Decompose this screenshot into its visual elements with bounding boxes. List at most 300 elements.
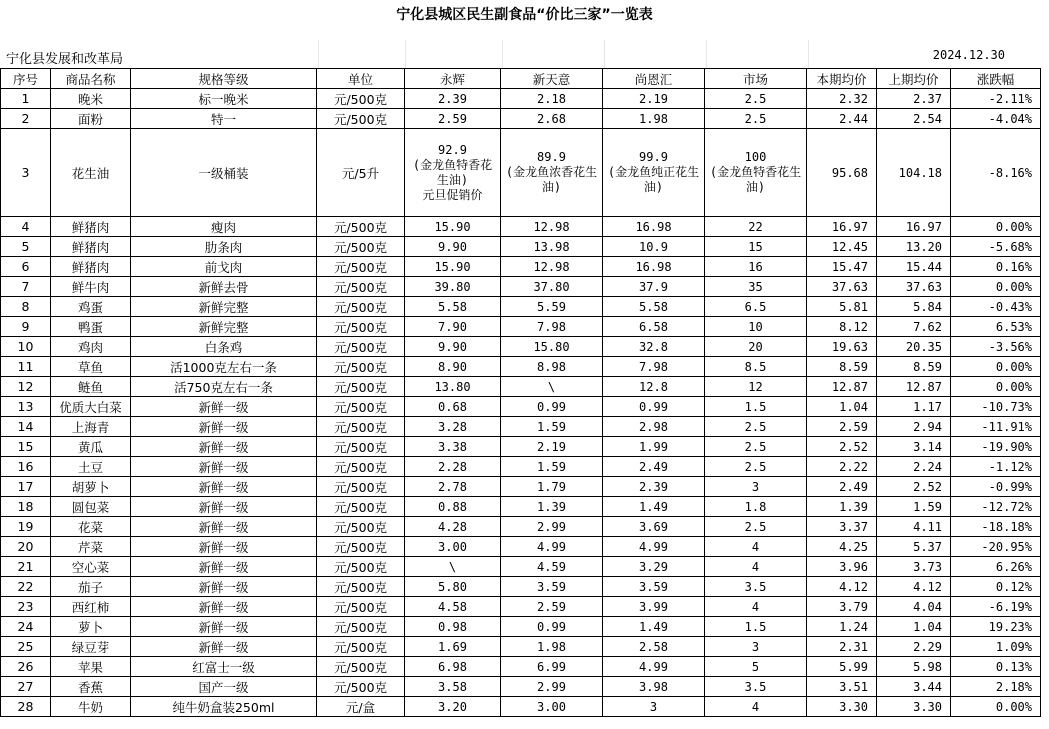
header-shangenhui: 尚恩汇: [603, 69, 705, 89]
cell-xintianyi: \: [501, 377, 603, 397]
table-header-row: [1, 69, 1041, 89]
cell-unit: 元/500克: [317, 257, 405, 277]
cell-avg-previous: 12.87: [877, 377, 951, 397]
cell-name: 优质大白菜: [51, 397, 131, 417]
cell-unit: 元/500克: [317, 377, 405, 397]
cell-spec: 标一晚米: [131, 89, 317, 109]
cell-change: 0.00%: [951, 697, 1041, 717]
cell-market: 15: [705, 237, 807, 257]
cell-xintianyi: 4.59: [501, 557, 603, 577]
cell-avg-previous: 1.17: [877, 397, 951, 417]
table-row: [1, 617, 1041, 637]
cell-yonghui: 9.90: [405, 237, 501, 257]
cell-avg-current: 5.99: [807, 657, 877, 677]
cell-market: 16: [705, 257, 807, 277]
cell-change: -1.12%: [951, 457, 1041, 477]
cell-avg-current: 12.87: [807, 377, 877, 397]
cell-seq: 23: [1, 597, 51, 617]
cell-avg-current: 37.63: [807, 277, 877, 297]
cell-name: 空心菜: [51, 557, 131, 577]
cell-avg-current: 2.22: [807, 457, 877, 477]
cell-change: 6.26%: [951, 557, 1041, 577]
cell-market: 10: [705, 317, 807, 337]
cell-xintianyi: 3.00: [501, 697, 603, 717]
table-row: [1, 397, 1041, 417]
cell-unit: 元/5升: [317, 129, 405, 217]
cell-market: 12: [705, 377, 807, 397]
table-body: [1, 89, 1041, 717]
cell-change: -0.43%: [951, 297, 1041, 317]
cell-xintianyi: 2.68: [501, 109, 603, 129]
cell-change: -6.19%: [951, 597, 1041, 617]
cell-market: 35: [705, 277, 807, 297]
cell-shangenhui: 2.49: [603, 457, 705, 477]
cell-shangenhui: 16.98: [603, 217, 705, 237]
cell-unit: 元/500克: [317, 109, 405, 129]
header-change: 涨跌幅: [951, 69, 1041, 89]
cell-unit: 元/盒: [317, 697, 405, 717]
cell-market: 1.5: [705, 397, 807, 417]
cell-avg-current: 19.63: [807, 337, 877, 357]
cell-xintianyi: 1.59: [501, 417, 603, 437]
cell-name: 晚米: [51, 89, 131, 109]
cell-name: 绿豆芽: [51, 637, 131, 657]
header-xintianyi: 新天意: [501, 69, 603, 89]
cell-change: -0.99%: [951, 477, 1041, 497]
cell-market: 4: [705, 557, 807, 577]
cell-seq: 5: [1, 237, 51, 257]
cell-yonghui: 3.28: [405, 417, 501, 437]
cell-spec: 活750克左右一条: [131, 377, 317, 397]
cell-change: -20.95%: [951, 537, 1041, 557]
cell-yonghui: 2.28: [405, 457, 501, 477]
cell-xintianyi: 37.80: [501, 277, 603, 297]
cell-seq: 11: [1, 357, 51, 377]
cell-xintianyi: 0.99: [501, 397, 603, 417]
cell-seq: 20: [1, 537, 51, 557]
cell-avg-current: 2.31: [807, 637, 877, 657]
cell-spec: 瘦肉: [131, 217, 317, 237]
table-row: [1, 457, 1041, 477]
cell-spec: 新鲜一级: [131, 517, 317, 537]
cell-unit: 元/500克: [317, 497, 405, 517]
cell-xintianyi: 2.59: [501, 597, 603, 617]
cell-change: 6.53%: [951, 317, 1041, 337]
cell-shangenhui: 12.8: [603, 377, 705, 397]
cell-market: 3.5: [705, 677, 807, 697]
cell-market: 1.5: [705, 617, 807, 637]
cell-avg-current: 2.59: [807, 417, 877, 437]
cell-avg-previous: 2.24: [877, 457, 951, 477]
cell-avg-current: 3.37: [807, 517, 877, 537]
cell-name: 鲢鱼: [51, 377, 131, 397]
cell-shangenhui: 16.98: [603, 257, 705, 277]
cell-seq: 14: [1, 417, 51, 437]
cell-shangenhui: 10.9: [603, 237, 705, 257]
cell-unit: 元/500克: [317, 597, 405, 617]
cell-avg-current: 2.32: [807, 89, 877, 109]
cell-avg-current: 1.04: [807, 397, 877, 417]
table-row: [1, 89, 1041, 109]
cell-yonghui: 3.58: [405, 677, 501, 697]
cell-seq: 10: [1, 337, 51, 357]
cell-seq: 7: [1, 277, 51, 297]
cell-name: 萝卜: [51, 617, 131, 637]
cell-avg-previous: 2.29: [877, 637, 951, 657]
cell-xintianyi: 2.18: [501, 89, 603, 109]
header-avg-previous: 上期均价: [877, 69, 951, 89]
cell-spec: 新鲜一级: [131, 397, 317, 417]
table-row: [1, 297, 1041, 317]
cell-change: -19.90%: [951, 437, 1041, 457]
cell-change: -8.16%: [951, 129, 1041, 217]
cell-change: 0.00%: [951, 217, 1041, 237]
cell-seq: 18: [1, 497, 51, 517]
cell-name: 胡萝卜: [51, 477, 131, 497]
cell-unit: 元/500克: [317, 217, 405, 237]
cell-spec: 新鲜一级: [131, 597, 317, 617]
cell-spec: 新鲜一级: [131, 577, 317, 597]
cell-xintianyi: 8.98: [501, 357, 603, 377]
header-seq: 序号: [1, 69, 51, 89]
cell-seq: 28: [1, 697, 51, 717]
cell-market: 3: [705, 477, 807, 497]
header-spec: 规格等级: [131, 69, 317, 89]
cell-market: 100 (金龙鱼特香花生油): [705, 129, 807, 217]
cell-name: 圆包菜: [51, 497, 131, 517]
cell-seq: 12: [1, 377, 51, 397]
cell-name: 芹菜: [51, 537, 131, 557]
cell-shangenhui: 2.39: [603, 477, 705, 497]
cell-avg-current: 3.51: [807, 677, 877, 697]
cell-spec: 新鲜完整: [131, 297, 317, 317]
agency-name: 宁化县发展和改革局: [6, 52, 124, 67]
cell-shangenhui: 0.99: [603, 397, 705, 417]
cell-avg-previous: 2.52: [877, 477, 951, 497]
cell-avg-previous: 15.44: [877, 257, 951, 277]
cell-name: 花生油: [51, 129, 131, 217]
cell-spec: 新鲜一级: [131, 617, 317, 637]
cell-yonghui: 13.80: [405, 377, 501, 397]
table-row: [1, 497, 1041, 517]
table-row: [1, 677, 1041, 697]
cell-spec: 肋条肉: [131, 237, 317, 257]
cell-name: 鸡肉: [51, 337, 131, 357]
cell-change: -10.73%: [951, 397, 1041, 417]
cell-xintianyi: 12.98: [501, 217, 603, 237]
cell-seq: 9: [1, 317, 51, 337]
cell-name: 西红柿: [51, 597, 131, 617]
cell-avg-previous: 1.04: [877, 617, 951, 637]
cell-avg-previous: 2.94: [877, 417, 951, 437]
cell-avg-current: 8.59: [807, 357, 877, 377]
cell-shangenhui: 4.99: [603, 657, 705, 677]
cell-spec: 白条鸡: [131, 337, 317, 357]
cell-avg-current: 95.68: [807, 129, 877, 217]
table-row: [1, 597, 1041, 617]
cell-unit: 元/500克: [317, 677, 405, 697]
cell-xintianyi: 1.98: [501, 637, 603, 657]
cell-avg-previous: 4.04: [877, 597, 951, 617]
cell-shangenhui: 37.9: [603, 277, 705, 297]
cell-seq: 3: [1, 129, 51, 217]
cell-shangenhui: 1.98: [603, 109, 705, 129]
cell-unit: 元/500克: [317, 637, 405, 657]
cell-avg-current: 2.49: [807, 477, 877, 497]
cell-seq: 1: [1, 89, 51, 109]
table-row: [1, 357, 1041, 377]
cell-unit: 元/500克: [317, 457, 405, 477]
cell-avg-previous: 7.62: [877, 317, 951, 337]
cell-market: 6.5: [705, 297, 807, 317]
cell-change: -5.68%: [951, 237, 1041, 257]
cell-avg-current: 3.79: [807, 597, 877, 617]
cell-seq: 19: [1, 517, 51, 537]
table-row: [1, 517, 1041, 537]
cell-change: 19.23%: [951, 617, 1041, 637]
table-row: [1, 577, 1041, 597]
cell-avg-current: 16.97: [807, 217, 877, 237]
cell-shangenhui: 3.59: [603, 577, 705, 597]
table-row: [1, 129, 1041, 217]
table-row: [1, 637, 1041, 657]
cell-spec: 活1000克左右一条: [131, 357, 317, 377]
cell-xintianyi: 6.99: [501, 657, 603, 677]
cell-avg-current: 15.47: [807, 257, 877, 277]
cell-market: 2.5: [705, 457, 807, 477]
cell-name: 鲜猪肉: [51, 237, 131, 257]
cell-yonghui: 2.78: [405, 477, 501, 497]
cell-avg-current: 4.12: [807, 577, 877, 597]
cell-seq: 15: [1, 437, 51, 457]
cell-xintianyi: 7.98: [501, 317, 603, 337]
cell-xintianyi: 13.98: [501, 237, 603, 257]
cell-avg-previous: 5.37: [877, 537, 951, 557]
cell-yonghui: 3.20: [405, 697, 501, 717]
table-row: [1, 557, 1041, 577]
cell-change: 0.13%: [951, 657, 1041, 677]
header-name: 商品名称: [51, 69, 131, 89]
cell-shangenhui: 3: [603, 697, 705, 717]
cell-avg-current: 2.52: [807, 437, 877, 457]
cell-name: 苹果: [51, 657, 131, 677]
cell-yonghui: 0.98: [405, 617, 501, 637]
cell-yonghui: 4.28: [405, 517, 501, 537]
cell-avg-previous: 5.84: [877, 297, 951, 317]
cell-change: 1.09%: [951, 637, 1041, 657]
cell-shangenhui: 5.58: [603, 297, 705, 317]
cell-unit: 元/500克: [317, 577, 405, 597]
cell-seq: 26: [1, 657, 51, 677]
cell-avg-previous: 3.73: [877, 557, 951, 577]
cell-market: 3.5: [705, 577, 807, 597]
cell-yonghui: 39.80: [405, 277, 501, 297]
cell-yonghui: 2.39: [405, 89, 501, 109]
cell-shangenhui: 2.58: [603, 637, 705, 657]
cell-change: -11.91%: [951, 417, 1041, 437]
cell-unit: 元/500克: [317, 237, 405, 257]
cell-name: 上海青: [51, 417, 131, 437]
cell-unit: 元/500克: [317, 317, 405, 337]
table-row: [1, 697, 1041, 717]
cell-xintianyi: 1.79: [501, 477, 603, 497]
cell-xintianyi: 89.9 (金龙鱼浓香花生油): [501, 129, 603, 217]
cell-avg-previous: 3.14: [877, 437, 951, 457]
cell-avg-current: 3.30: [807, 697, 877, 717]
cell-spec: 新鲜一级: [131, 537, 317, 557]
cell-avg-current: 1.39: [807, 497, 877, 517]
cell-change: -18.18%: [951, 517, 1041, 537]
cell-spec: 新鲜一级: [131, 477, 317, 497]
cell-avg-previous: 20.35: [877, 337, 951, 357]
cell-xintianyi: 2.99: [501, 517, 603, 537]
table-row: [1, 257, 1041, 277]
cell-avg-previous: 37.63: [877, 277, 951, 297]
cell-yonghui: 2.59: [405, 109, 501, 129]
cell-market: 2.5: [705, 417, 807, 437]
cell-yonghui: 0.68: [405, 397, 501, 417]
cell-name: 花菜: [51, 517, 131, 537]
cell-change: -2.11%: [951, 89, 1041, 109]
cell-avg-previous: 5.98: [877, 657, 951, 677]
cell-avg-previous: 104.18: [877, 129, 951, 217]
cell-name: 牛奶: [51, 697, 131, 717]
cell-market: 22: [705, 217, 807, 237]
cell-name: 土豆: [51, 457, 131, 477]
cell-name: 鲜牛肉: [51, 277, 131, 297]
cell-change: 0.12%: [951, 577, 1041, 597]
cell-shangenhui: 1.49: [603, 617, 705, 637]
cell-shangenhui: 2.98: [603, 417, 705, 437]
cell-unit: 元/500克: [317, 397, 405, 417]
cell-shangenhui: 3.29: [603, 557, 705, 577]
table-row: [1, 237, 1041, 257]
cell-unit: 元/500克: [317, 517, 405, 537]
cell-avg-current: 4.25: [807, 537, 877, 557]
cell-shangenhui: 3.99: [603, 597, 705, 617]
table-row: [1, 277, 1041, 297]
cell-unit: 元/500克: [317, 89, 405, 109]
cell-name: 黄瓜: [51, 437, 131, 457]
cell-unit: 元/500克: [317, 537, 405, 557]
cell-seq: 4: [1, 217, 51, 237]
cell-avg-previous: 4.11: [877, 517, 951, 537]
cell-avg-previous: 8.59: [877, 357, 951, 377]
cell-shangenhui: 3.98: [603, 677, 705, 697]
cell-name: 面粉: [51, 109, 131, 129]
cell-change: -4.04%: [951, 109, 1041, 129]
cell-name: 鸡蛋: [51, 297, 131, 317]
header-market: 市场: [705, 69, 807, 89]
cell-market: 3: [705, 637, 807, 657]
cell-avg-previous: 3.30: [877, 697, 951, 717]
cell-seq: 13: [1, 397, 51, 417]
cell-market: 2.5: [705, 109, 807, 129]
cell-yonghui: 3.38: [405, 437, 501, 457]
cell-unit: 元/500克: [317, 437, 405, 457]
table-row: [1, 317, 1041, 337]
cell-yonghui: 7.90: [405, 317, 501, 337]
cell-spec: 国产一级: [131, 677, 317, 697]
cell-avg-previous: 16.97: [877, 217, 951, 237]
cell-xintianyi: 1.39: [501, 497, 603, 517]
cell-xintianyi: 3.59: [501, 577, 603, 597]
cell-spec: 新鲜一级: [131, 417, 317, 437]
table-row: [1, 217, 1041, 237]
cell-unit: 元/500克: [317, 297, 405, 317]
cell-xintianyi: 1.59: [501, 457, 603, 477]
cell-avg-current: 1.24: [807, 617, 877, 637]
table-row: [1, 437, 1041, 457]
table-row: [1, 657, 1041, 677]
meta-row: [0, 44, 1049, 68]
cell-market: 20: [705, 337, 807, 357]
cell-yonghui: 92.9 (金龙鱼特香花生油) 元旦促销价: [405, 129, 501, 217]
cell-spec: 新鲜完整: [131, 317, 317, 337]
cell-unit: 元/500克: [317, 277, 405, 297]
cell-seq: 27: [1, 677, 51, 697]
cell-name: 鲜猪肉: [51, 217, 131, 237]
price-table: [0, 68, 1041, 717]
cell-seq: 25: [1, 637, 51, 657]
cell-yonghui: 6.98: [405, 657, 501, 677]
cell-xintianyi: 4.99: [501, 537, 603, 557]
cell-unit: 元/500克: [317, 657, 405, 677]
cell-xintianyi: 2.99: [501, 677, 603, 697]
cell-market: 2.5: [705, 517, 807, 537]
cell-unit: 元/500克: [317, 337, 405, 357]
cell-avg-current: 3.96: [807, 557, 877, 577]
cell-avg-previous: 1.59: [877, 497, 951, 517]
cell-name: 香蕉: [51, 677, 131, 697]
cell-xintianyi: 2.19: [501, 437, 603, 457]
cell-change: 0.16%: [951, 257, 1041, 277]
cell-seq: 2: [1, 109, 51, 129]
cell-name: 草鱼: [51, 357, 131, 377]
cell-name: 鲜猪肉: [51, 257, 131, 277]
cell-unit: 元/500克: [317, 477, 405, 497]
report-date: 2024.12.30: [932, 48, 1005, 62]
cell-yonghui: 5.80: [405, 577, 501, 597]
cell-yonghui: 8.90: [405, 357, 501, 377]
cell-unit: 元/500克: [317, 357, 405, 377]
cell-shangenhui: 1.49: [603, 497, 705, 517]
cell-spec: 新鲜一级: [131, 497, 317, 517]
cell-spec: 前戈肉: [131, 257, 317, 277]
cell-yonghui: 9.90: [405, 337, 501, 357]
table-row: [1, 477, 1041, 497]
table-row: [1, 417, 1041, 437]
cell-spec: 特一: [131, 109, 317, 129]
cell-shangenhui: 2.19: [603, 89, 705, 109]
cell-shangenhui: 6.58: [603, 317, 705, 337]
cell-avg-previous: 3.44: [877, 677, 951, 697]
table-row: [1, 377, 1041, 397]
cell-spec: 新鲜一级: [131, 637, 317, 657]
cell-spec: 新鲜一级: [131, 557, 317, 577]
cell-spec: 红富士一级: [131, 657, 317, 677]
cell-yonghui: 0.88: [405, 497, 501, 517]
cell-avg-current: 12.45: [807, 237, 877, 257]
cell-market: 5: [705, 657, 807, 677]
cell-shangenhui: 1.99: [603, 437, 705, 457]
cell-avg-previous: 2.54: [877, 109, 951, 129]
table-row: [1, 337, 1041, 357]
table-row: [1, 109, 1041, 129]
cell-seq: 22: [1, 577, 51, 597]
cell-change: 2.18%: [951, 677, 1041, 697]
cell-xintianyi: 5.59: [501, 297, 603, 317]
